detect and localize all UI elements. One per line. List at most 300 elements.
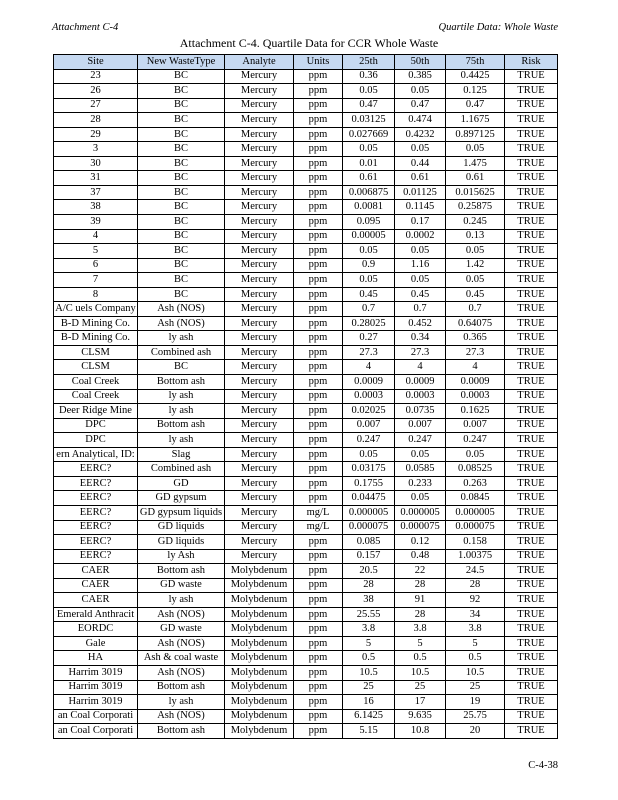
q75-cell: 27.3 [446,345,505,360]
site-cell: DPC [54,433,138,448]
waste-type-cell: ly ash [138,404,225,419]
table-row [54,84,558,99]
risk-cell: TRUE [505,84,558,99]
waste-type-cell: Ash (NOS) [138,607,225,622]
risk-cell: TRUE [505,389,558,404]
table-row [54,98,558,113]
q75-cell: 0.1625 [446,404,505,419]
q50-cell: 1.16 [395,258,446,273]
site-cell: 6 [54,258,138,273]
analyte-cell: Mercury [225,258,294,273]
risk-cell: TRUE [505,724,558,739]
q25-cell: 16 [343,695,395,710]
q25-cell: 0.05 [343,244,395,259]
q25-cell: 0.085 [343,535,395,550]
waste-type-cell: GD waste [138,578,225,593]
waste-type-cell: BC [138,156,225,171]
units-cell: ppm [294,651,343,666]
q75-cell: 24.5 [446,564,505,579]
q75-cell: 0.64075 [446,316,505,331]
risk-cell: TRUE [505,709,558,724]
table-row [54,607,558,622]
q50-cell: 0.01125 [395,185,446,200]
risk-cell: TRUE [505,651,558,666]
units-cell: ppm [294,273,343,288]
site-cell: CLSM [54,360,138,375]
waste-type-cell: GD gypsum [138,491,225,506]
q50-cell: 27.3 [395,345,446,360]
q50-cell: 9.635 [395,709,446,724]
q75-cell: 0.4425 [446,69,505,84]
waste-type-cell: BC [138,127,225,142]
site-cell: Harrim 3019 [54,665,138,680]
analyte-cell: Mercury [225,185,294,200]
q50-cell: 10.5 [395,665,446,680]
units-cell: ppm [294,84,343,99]
q25-cell: 0.0081 [343,200,395,215]
q50-cell: 3.8 [395,622,446,637]
table-row [54,593,558,608]
q25-cell: 25 [343,680,395,695]
units-cell: ppm [294,549,343,564]
q75-cell: 25.75 [446,709,505,724]
table-row [54,651,558,666]
q50-cell: 5 [395,636,446,651]
units-cell: ppm [294,127,343,142]
page-number: C-4-38 [528,760,558,771]
risk-cell: TRUE [505,302,558,317]
units-cell: ppm [294,258,343,273]
column-header-50th: 50th [395,55,446,70]
q50-cell: 0.05 [395,142,446,157]
analyte-cell: Mercury [225,331,294,346]
analyte-cell: Mercury [225,360,294,375]
waste-type-cell: BC [138,273,225,288]
column-header-waste-type: New WasteType [138,55,225,70]
risk-cell: TRUE [505,578,558,593]
q25-cell: 0.47 [343,98,395,113]
site-cell: 5 [54,244,138,259]
analyte-cell: Mercury [225,229,294,244]
waste-type-cell: ly Ash [138,549,225,564]
risk-cell: TRUE [505,447,558,462]
analyte-cell: Mercury [225,302,294,317]
units-cell: ppm [294,680,343,695]
site-cell: DPC [54,418,138,433]
units-cell: ppm [294,433,343,448]
table-row [54,462,558,477]
q75-cell: 0.61 [446,171,505,186]
q75-cell: 0.05 [446,273,505,288]
q50-cell: 0.5 [395,651,446,666]
q50-cell: 10.8 [395,724,446,739]
q25-cell: 4 [343,360,395,375]
q25-cell: 25.55 [343,607,395,622]
analyte-cell: Mercury [225,549,294,564]
waste-type-cell: BC [138,98,225,113]
units-cell: ppm [294,316,343,331]
q50-cell: 0.233 [395,476,446,491]
table-row [54,200,558,215]
site-cell: Deer Ridge Mine [54,404,138,419]
q50-cell: 0.1145 [395,200,446,215]
units-cell: ppm [294,607,343,622]
table-row [54,535,558,550]
q50-cell: 0.0003 [395,389,446,404]
q50-cell: 0.05 [395,447,446,462]
analyte-cell: Mercury [225,69,294,84]
waste-type-cell: Ash & coal waste [138,651,225,666]
table-row [54,229,558,244]
waste-type-cell: Combined ash [138,345,225,360]
q25-cell: 0.247 [343,433,395,448]
risk-cell: TRUE [505,98,558,113]
units-cell: ppm [294,462,343,477]
q75-cell: 25 [446,680,505,695]
units-cell: ppm [294,447,343,462]
q50-cell: 0.47 [395,98,446,113]
table-row [54,156,558,171]
waste-type-cell: ly ash [138,695,225,710]
site-cell: 26 [54,84,138,99]
q25-cell: 38 [343,593,395,608]
column-header-analyte: Analyte [225,55,294,70]
site-cell: B-D Mining Co. [54,316,138,331]
analyte-cell: Molybdenum [225,593,294,608]
waste-type-cell: ly ash [138,593,225,608]
units-cell: ppm [294,636,343,651]
q75-cell: 0.13 [446,229,505,244]
q50-cell: 91 [395,593,446,608]
q75-cell: 1.1675 [446,113,505,128]
q25-cell: 0.9 [343,258,395,273]
units-cell: ppm [294,665,343,680]
risk-cell: TRUE [505,680,558,695]
risk-cell: TRUE [505,229,558,244]
table-row [54,564,558,579]
site-cell: Gale [54,636,138,651]
q25-cell: 0.006875 [343,185,395,200]
units-cell: ppm [294,142,343,157]
site-cell: EERC? [54,476,138,491]
waste-type-cell: BC [138,142,225,157]
q75-cell: 0.0009 [446,375,505,390]
running-header-right: Quartile Data: Whole Waste [438,22,558,33]
q25-cell: 0.05 [343,84,395,99]
table-row [54,505,558,520]
q25-cell: 0.157 [343,549,395,564]
quartile-data-table [53,54,558,739]
analyte-cell: Mercury [225,244,294,259]
risk-cell: TRUE [505,476,558,491]
table-row [54,709,558,724]
site-cell: an Coal Corporati [54,709,138,724]
waste-type-cell: BC [138,200,225,215]
analyte-cell: Mercury [225,142,294,157]
q50-cell: 0.45 [395,287,446,302]
q25-cell: 0.05 [343,142,395,157]
site-cell: 31 [54,171,138,186]
table-row [54,389,558,404]
analyte-cell: Molybdenum [225,680,294,695]
site-cell: CAER [54,564,138,579]
q50-cell: 28 [395,607,446,622]
waste-type-cell: BC [138,229,225,244]
analyte-cell: Molybdenum [225,578,294,593]
risk-cell: TRUE [505,607,558,622]
table-row [54,360,558,375]
header-row [54,55,558,70]
q25-cell: 5 [343,636,395,651]
q25-cell: 0.45 [343,287,395,302]
units-cell: ppm [294,491,343,506]
waste-type-cell: BC [138,69,225,84]
q50-cell: 0.0002 [395,229,446,244]
q75-cell: 0.000005 [446,505,505,520]
table-row [54,447,558,462]
analyte-cell: Mercury [225,287,294,302]
risk-cell: TRUE [505,491,558,506]
table-row [54,331,558,346]
waste-type-cell: GD liquids [138,535,225,550]
table-row [54,476,558,491]
site-cell: 29 [54,127,138,142]
q50-cell: 0.000075 [395,520,446,535]
q50-cell: 28 [395,578,446,593]
risk-cell: TRUE [505,535,558,550]
site-cell: 39 [54,215,138,230]
table-row [54,433,558,448]
site-cell: HA [54,651,138,666]
waste-type-cell: GD liquids [138,520,225,535]
units-cell: ppm [294,287,343,302]
q50-cell: 0.0009 [395,375,446,390]
risk-cell: TRUE [505,665,558,680]
units-cell: ppm [294,724,343,739]
q50-cell: 0.452 [395,316,446,331]
q25-cell: 0.04475 [343,491,395,506]
site-cell: Coal Creek [54,389,138,404]
waste-type-cell: BC [138,185,225,200]
q25-cell: 6.1425 [343,709,395,724]
q50-cell: 0.34 [395,331,446,346]
q25-cell: 0.00005 [343,229,395,244]
table-row [54,404,558,419]
table-title: Attachment C-4. Quartile Data for CCR Whole Waste [179,36,439,50]
q25-cell: 0.5 [343,651,395,666]
units-cell: ppm [294,709,343,724]
q25-cell: 0.095 [343,215,395,230]
q25-cell: 0.1755 [343,476,395,491]
q75-cell: 0.247 [446,433,505,448]
q50-cell: 0.247 [395,433,446,448]
waste-type-cell: Bottom ash [138,564,225,579]
q75-cell: 0.365 [446,331,505,346]
analyte-cell: Mercury [225,113,294,128]
analyte-cell: Molybdenum [225,709,294,724]
q50-cell: 0.7 [395,302,446,317]
q75-cell: 5 [446,636,505,651]
risk-cell: TRUE [505,185,558,200]
risk-cell: TRUE [505,287,558,302]
q50-cell: 0.05 [395,491,446,506]
site-cell: 3 [54,142,138,157]
analyte-cell: Mercury [225,505,294,520]
analyte-cell: Mercury [225,418,294,433]
analyte-cell: Molybdenum [225,564,294,579]
units-cell: ppm [294,389,343,404]
q75-cell: 0.08525 [446,462,505,477]
waste-type-cell: Slag [138,447,225,462]
q25-cell: 0.02025 [343,404,395,419]
analyte-cell: Mercury [225,200,294,215]
analyte-cell: Mercury [225,462,294,477]
analyte-cell: Mercury [225,404,294,419]
q50-cell: 0.44 [395,156,446,171]
analyte-cell: Mercury [225,98,294,113]
units-cell: ppm [294,622,343,637]
units-cell: ppm [294,98,343,113]
site-cell: 23 [54,69,138,84]
q50-cell: 22 [395,564,446,579]
table-body [54,69,558,738]
risk-cell: TRUE [505,113,558,128]
table-row [54,171,558,186]
q25-cell: 0.27 [343,331,395,346]
table-row [54,491,558,506]
site-cell: 4 [54,229,138,244]
units-cell: ppm [294,476,343,491]
risk-cell: TRUE [505,593,558,608]
analyte-cell: Mercury [225,520,294,535]
q25-cell: 0.05 [343,447,395,462]
units-cell: ppm [294,215,343,230]
analyte-cell: Mercury [225,491,294,506]
site-cell: 28 [54,113,138,128]
risk-cell: TRUE [505,375,558,390]
site-cell: CAER [54,578,138,593]
units-cell: ppm [294,404,343,419]
q75-cell: 0.015625 [446,185,505,200]
q75-cell: 0.45 [446,287,505,302]
q75-cell: 0.25875 [446,200,505,215]
site-cell: EERC? [54,535,138,550]
site-cell: Coal Creek [54,375,138,390]
q50-cell: 0.05 [395,84,446,99]
units-cell: ppm [294,418,343,433]
analyte-cell: Molybdenum [225,665,294,680]
q25-cell: 20.5 [343,564,395,579]
site-cell: ern Analytical, ID: [54,447,138,462]
units-cell: ppm [294,375,343,390]
waste-type-cell: Combined ash [138,462,225,477]
units-cell: ppm [294,185,343,200]
analyte-cell: Mercury [225,433,294,448]
units-cell: ppm [294,578,343,593]
table-row [54,215,558,230]
waste-type-cell: Ash (NOS) [138,636,225,651]
q25-cell: 3.8 [343,622,395,637]
analyte-cell: Molybdenum [225,636,294,651]
waste-type-cell: BC [138,84,225,99]
q25-cell: 0.36 [343,69,395,84]
q75-cell: 0.7 [446,302,505,317]
risk-cell: TRUE [505,142,558,157]
table-row [54,69,558,84]
analyte-cell: Molybdenum [225,695,294,710]
units-cell: ppm [294,345,343,360]
q25-cell: 27.3 [343,345,395,360]
q50-cell: 0.474 [395,113,446,128]
waste-type-cell: Ash (NOS) [138,665,225,680]
analyte-cell: Mercury [225,316,294,331]
analyte-cell: Mercury [225,535,294,550]
units-cell: ppm [294,244,343,259]
site-cell: A/C uels Company [54,302,138,317]
site-cell: EERC? [54,505,138,520]
q50-cell: 0.61 [395,171,446,186]
q50-cell: 0.000005 [395,505,446,520]
q75-cell: 0.5 [446,651,505,666]
site-cell: B-D Mining Co. [54,331,138,346]
table-row [54,520,558,535]
q75-cell: 0.158 [446,535,505,550]
site-cell: 37 [54,185,138,200]
units-cell: mg/L [294,520,343,535]
q75-cell: 1.42 [446,258,505,273]
q75-cell: 4 [446,360,505,375]
site-cell: 38 [54,200,138,215]
q75-cell: 92 [446,593,505,608]
q50-cell: 0.12 [395,535,446,550]
q75-cell: 0.0003 [446,389,505,404]
units-cell: ppm [294,535,343,550]
units-cell: ppm [294,360,343,375]
running-header-left: Attachment C-4 [52,22,119,33]
waste-type-cell: ly ash [138,433,225,448]
q75-cell: 0.05 [446,142,505,157]
table-row [54,316,558,331]
table-row [54,273,558,288]
q25-cell: 28 [343,578,395,593]
table-row [54,680,558,695]
waste-type-cell: Bottom ash [138,375,225,390]
q25-cell: 0.05 [343,273,395,288]
risk-cell: TRUE [505,520,558,535]
q75-cell: 0.263 [446,476,505,491]
q50-cell: 25 [395,680,446,695]
q75-cell: 0.245 [446,215,505,230]
risk-cell: TRUE [505,316,558,331]
waste-type-cell: ly ash [138,331,225,346]
table-row [54,287,558,302]
analyte-cell: Mercury [225,215,294,230]
units-cell: ppm [294,69,343,84]
waste-type-cell: BC [138,215,225,230]
q75-cell: 0.897125 [446,127,505,142]
column-header-site: Site [54,55,138,70]
waste-type-cell: BC [138,258,225,273]
site-cell: EERC? [54,549,138,564]
q75-cell: 0.47 [446,98,505,113]
analyte-cell: Mercury [225,273,294,288]
q75-cell: 0.05 [446,244,505,259]
table-row [54,375,558,390]
risk-cell: TRUE [505,156,558,171]
risk-cell: TRUE [505,622,558,637]
q75-cell: 1.475 [446,156,505,171]
units-cell: ppm [294,113,343,128]
